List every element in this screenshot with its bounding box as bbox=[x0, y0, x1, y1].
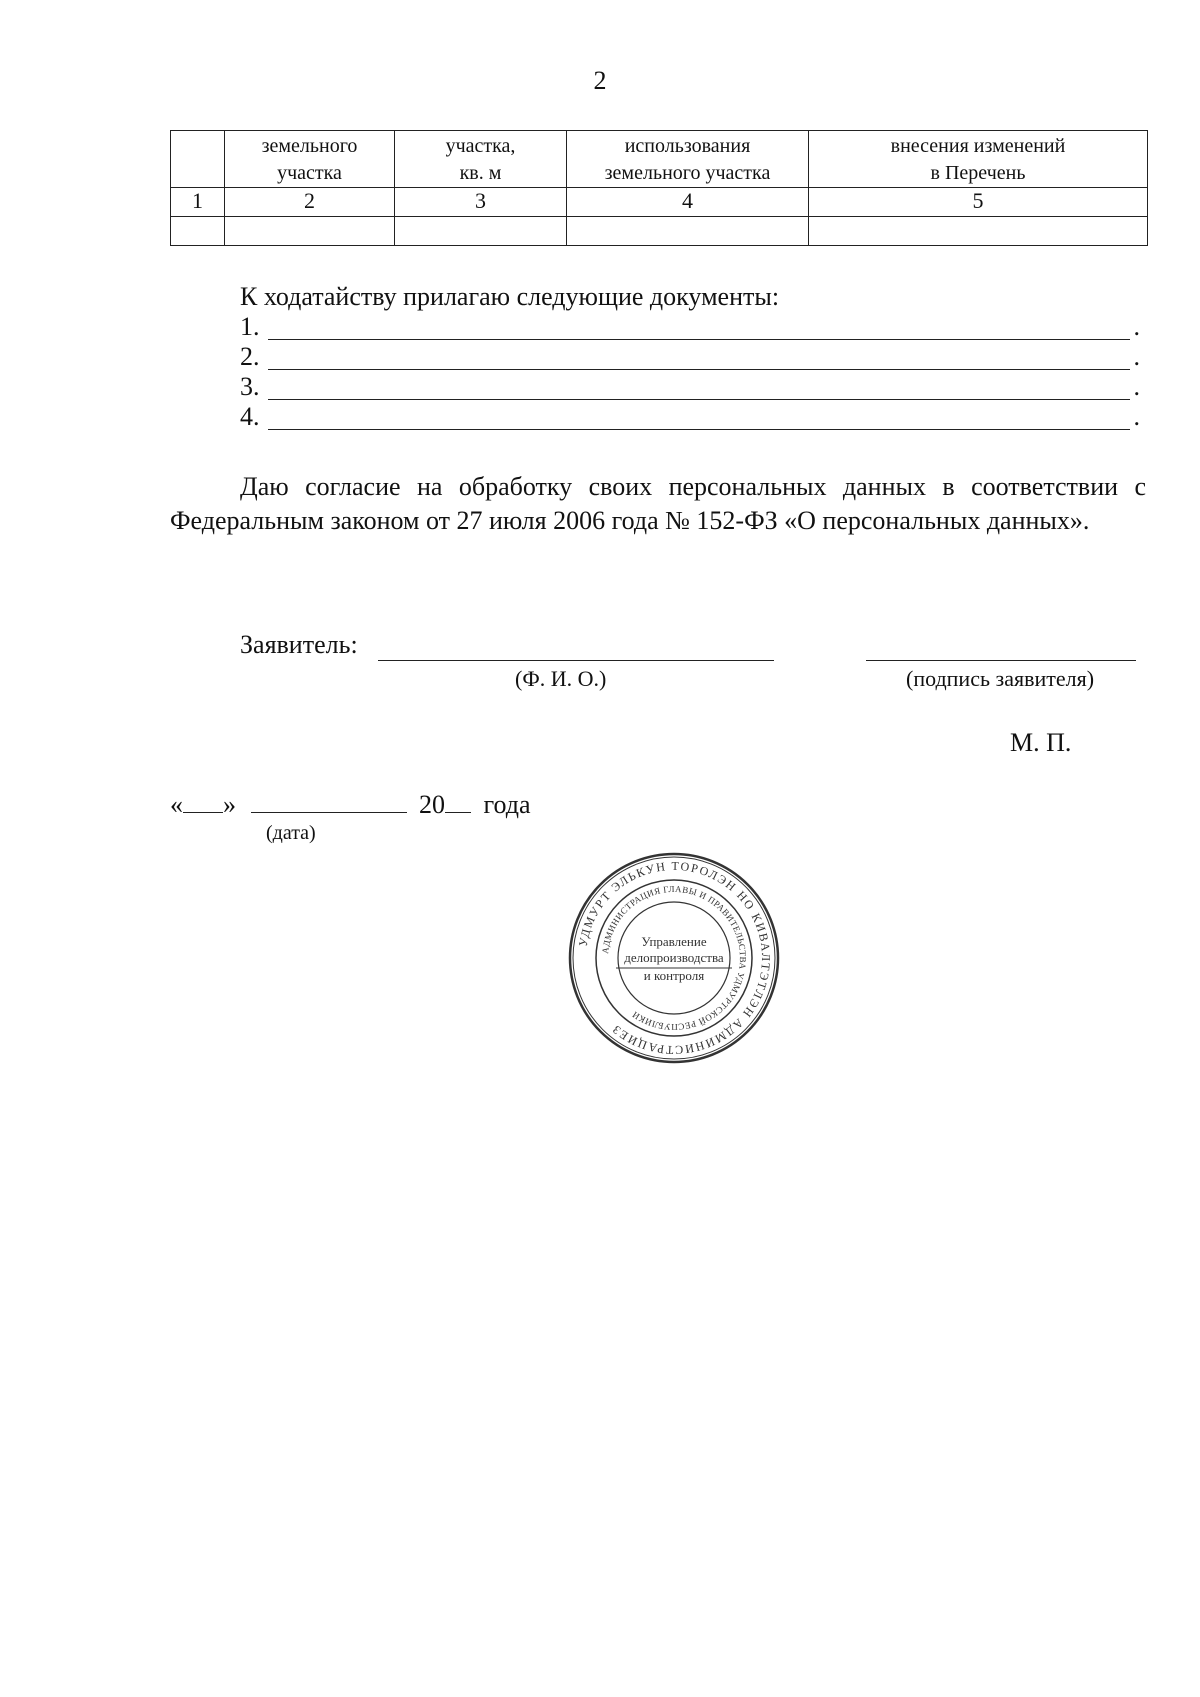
line-terminator: . bbox=[1133, 402, 1140, 431]
day-fill-line[interactable] bbox=[183, 790, 223, 813]
line-terminator: . bbox=[1133, 312, 1140, 341]
document-number: 1. bbox=[240, 312, 260, 341]
header-cell-1 bbox=[171, 131, 225, 188]
fio-caption: (Ф. И. О.) bbox=[515, 666, 607, 691]
document-number: 3. bbox=[240, 372, 260, 401]
document-fill-line[interactable] bbox=[268, 429, 1130, 430]
document-fill-line[interactable] bbox=[268, 369, 1130, 370]
consent-paragraph: Даю согласие на обработку своих персональных данных в соответствии с Федеральным законом от 27 июля 2006 года № 152-ФЗ «О персональных данных». bbox=[170, 472, 1146, 535]
document-fill-line[interactable] bbox=[268, 399, 1130, 400]
open-quote: « bbox=[170, 790, 183, 819]
column-number: 3 bbox=[395, 188, 567, 217]
empty-cell[interactable] bbox=[395, 217, 567, 246]
line-terminator: . bbox=[1133, 372, 1140, 401]
stamp-center-line-3: и контроля bbox=[643, 968, 705, 983]
document-fill-line[interactable] bbox=[268, 339, 1130, 340]
date-caption: (дата) bbox=[266, 822, 316, 844]
year-prefix: 20 bbox=[419, 790, 445, 819]
line-terminator: . bbox=[1133, 342, 1140, 371]
header-cell-2: земельного участка bbox=[225, 131, 395, 188]
header-cell-3: участка, кв. м bbox=[395, 131, 567, 188]
header-cell-5: внесения изменений в Перечень bbox=[809, 131, 1148, 188]
signature-fill-line[interactable] bbox=[866, 660, 1136, 661]
empty-cell[interactable] bbox=[171, 217, 225, 246]
fio-fill-line[interactable] bbox=[378, 660, 774, 661]
column-number: 1 bbox=[171, 188, 225, 217]
documents-intro: К ходатайству прилагаю следующие документы: bbox=[240, 282, 780, 311]
table-empty-row bbox=[171, 217, 1148, 246]
table-column-number-row bbox=[171, 188, 1148, 217]
document-line-4[interactable] bbox=[240, 402, 1140, 434]
empty-cell[interactable] bbox=[567, 217, 809, 246]
applicant-label: Заявитель: bbox=[240, 630, 358, 659]
document-line-2[interactable] bbox=[240, 342, 1140, 374]
stamp-center-line-1: Управление bbox=[641, 934, 707, 949]
official-stamp bbox=[568, 852, 780, 1064]
document-number: 4. bbox=[240, 402, 260, 431]
continuation-table bbox=[170, 130, 1148, 246]
column-number: 4 bbox=[567, 188, 809, 217]
column-number: 5 bbox=[809, 188, 1148, 217]
page-number: 2 bbox=[593, 66, 607, 95]
date-line bbox=[170, 790, 531, 820]
month-fill-line[interactable] bbox=[251, 790, 407, 813]
document-line-3[interactable] bbox=[240, 372, 1140, 404]
empty-cell[interactable] bbox=[225, 217, 395, 246]
stamp-outer-text: УДМУРТ ЭЛЬКУН ТОРОЛЭН НО КИВАЛТЭТЛЭН АДМИНИСТРАЦИЕЗ bbox=[575, 858, 774, 1058]
stamp-center-line-2: делопроизводства bbox=[624, 950, 724, 965]
empty-cell[interactable] bbox=[809, 217, 1148, 246]
year-suffix: года bbox=[483, 790, 531, 819]
seal-place-label: М. П. bbox=[1010, 728, 1072, 757]
signature-caption: (подпись заявителя) bbox=[906, 666, 1095, 691]
year-fill-line[interactable] bbox=[445, 790, 471, 813]
stamp-inner-text: АДМИНИСТРАЦИЯ ГЛАВЫ И ПРАВИТЕЛЬСТВА УДМУРТСКОЙ РЕСПУБЛИКИ bbox=[600, 883, 749, 1033]
header-cell-4: использования земельного участка bbox=[567, 131, 809, 188]
document-line-1[interactable] bbox=[240, 312, 1140, 344]
close-quote: » bbox=[223, 790, 236, 819]
table-header-row bbox=[171, 131, 1148, 188]
document-number: 2. bbox=[240, 342, 260, 371]
column-number: 2 bbox=[225, 188, 395, 217]
